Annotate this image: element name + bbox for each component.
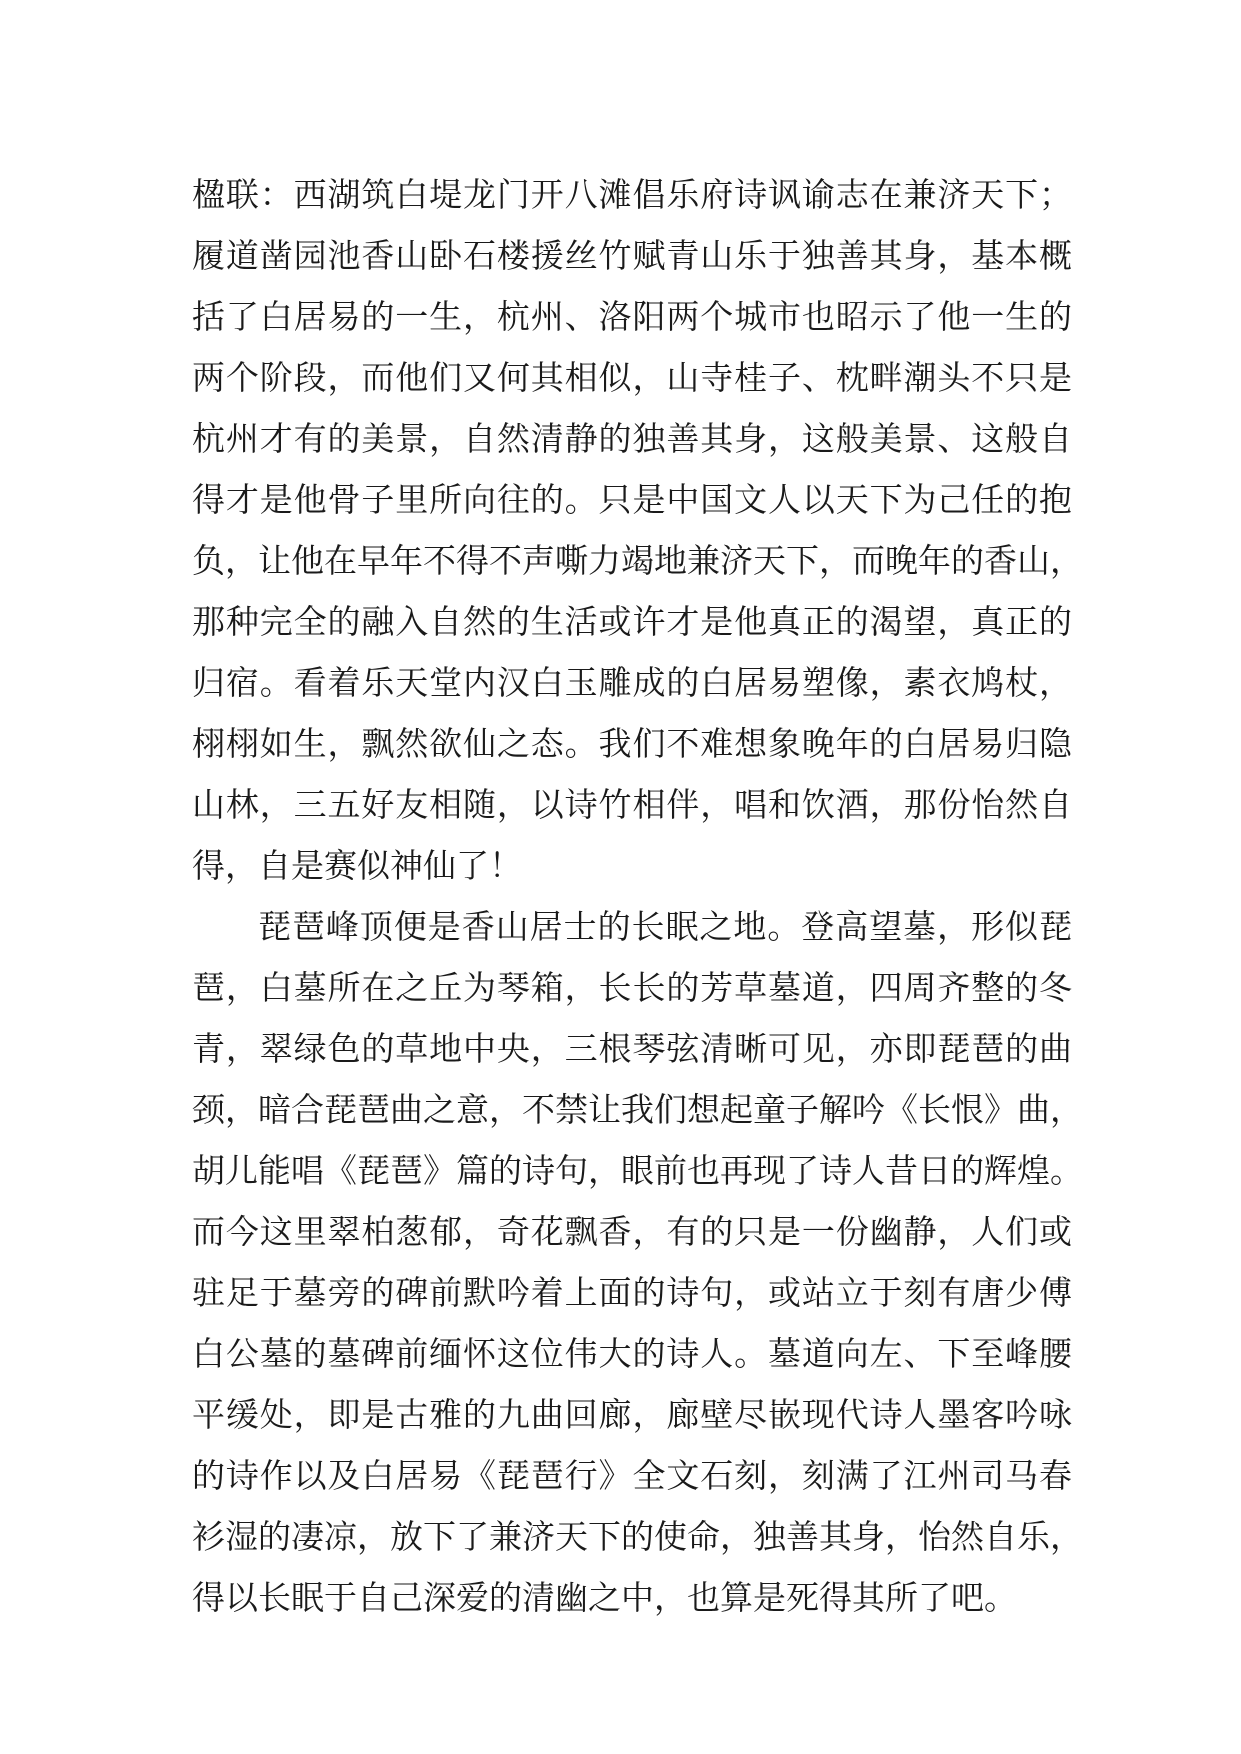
text-line: 归宿。看着乐天堂内汉白玉雕成的白居易塑像，素衣鸠杖， <box>192 663 1072 702</box>
text-line: 楹联：西湖筑白堤龙门开八滩倡乐府诗讽谕志在兼济天下； <box>192 175 1072 214</box>
text-line: 负，让他在早年不得不声嘶力竭地兼济天下，而晚年的香山， <box>192 541 1083 580</box>
text-line: 胡儿能唱《琵琶》篇的诗句，眼前也再现了诗人昔日的辉煌。 <box>192 1151 1083 1190</box>
text-line: 那种完全的融入自然的生活或许才是他真正的渴望，真正的 <box>192 602 1072 641</box>
text-line: 括了白居易的一生，杭州、洛阳两个城市也昭示了他一生的 <box>192 297 1072 336</box>
text-line: 衫湿的凄凉，放下了兼济天下的使命，独善其身，怡然自乐， <box>192 1517 1083 1556</box>
text-line: 履道凿园池香山卧石楼援丝竹赋青山乐于独善其身，基本概 <box>192 236 1072 275</box>
body-text <box>192 164 1083 1628</box>
text-line: 颈，暗合琵琶曲之意，不禁让我们想起童子解吟《长恨》曲， <box>192 1090 1083 1129</box>
text-line: 山林，三五好友相随，以诗竹相伴，唱和饮酒，那份怡然自 <box>192 785 1072 824</box>
text-line: 得以长眠于自己深爱的清幽之中，也算是死得其所了吧。 <box>192 1578 1017 1617</box>
text-line: 栩栩如生，飘然欲仙之态。我们不难想象晚年的白居易归隐 <box>192 724 1072 763</box>
text-line: 得才是他骨子里所向往的。只是中国文人以天下为己任的抱 <box>192 480 1072 519</box>
text-line: 的诗作以及白居易《琵琶行》全文石刻，刻满了江州司马春 <box>192 1456 1072 1495</box>
text-line: 琶，白墓所在之丘为琴箱，长长的芳草墓道，四周齐整的冬 <box>192 968 1072 1007</box>
text-line: 平缓处，即是古雅的九曲回廊，廊壁尽嵌现代诗人墨客吟咏 <box>192 1395 1072 1434</box>
text-line: 白公墓的墓碑前缅怀这位伟大的诗人。墓道向左、下至峰腰 <box>192 1334 1072 1373</box>
text-line: 得，自是赛似神仙了！ <box>192 846 522 885</box>
text-line: 而今这里翠柏葱郁，奇花飘香，有的只是一份幽静，人们或 <box>192 1212 1072 1251</box>
text-line: 青，翠绿色的草地中央，三根琴弦清晰可见，亦即琵琶的曲 <box>192 1029 1072 1068</box>
text-line: 杭州才有的美景，自然清静的独善其身，这般美景、这般自 <box>192 419 1072 458</box>
text-line: 琵琶峰顶便是香山居士的长眠之地。登高望墓，形似琵 <box>258 907 1072 946</box>
text-line: 两个阶段，而他们又何其相似，山寺桂子、枕畔潮头不只是 <box>192 358 1072 397</box>
text-line: 驻足于墓旁的碑前默吟着上面的诗句，或站立于刻有唐少傅 <box>192 1273 1072 1312</box>
